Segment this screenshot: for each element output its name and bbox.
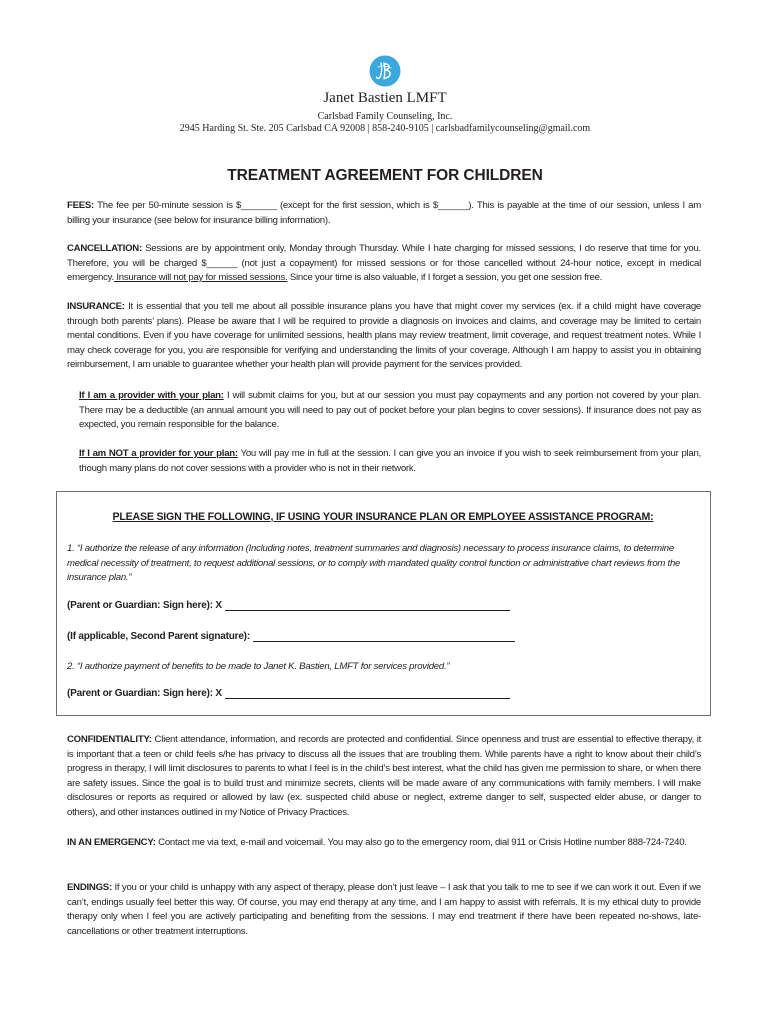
- fees-label: FEES:: [67, 200, 95, 211]
- signature-label-2: (If applicable, Second Parent signature):: [67, 631, 250, 642]
- cancellation-text-after: Since your time is also valuable, if I forget a session, you get one session free.: [287, 272, 603, 284]
- provider-section: [67, 389, 701, 433]
- not-provider-label: If I am NOT a provider for your plan:: [79, 448, 238, 459]
- signature-line-3[interactable]: [225, 687, 510, 699]
- practitioner-name: Janet Bastien LMFT: [323, 90, 447, 106]
- cancellation-section: [67, 242, 701, 286]
- emergency-section: [67, 836, 701, 851]
- emergency-label: IN AN EMERGENCY:: [67, 837, 156, 848]
- signature-line-2[interactable]: [253, 630, 515, 642]
- signature-box-heading: PLEASE SIGN THE FOLLOWING, IF USING YOUR INSURANCE PLAN OR EMPLOYEE ASSISTANCE PROGRAM:: [112, 511, 654, 523]
- signature-label-1: (Parent or Guardian: Sign here): X: [67, 600, 222, 611]
- confidentiality-text: Client attendance, information, and records are protected and confidential. Since openness and trust are essential to effective therapy, it is important that a teen or child feels s/he has privacy to discuss all the issues that are troubling them. While parents have a right to know about their child’s progress in therapy, I will limit disclosures to parents to what I feel is in the child’s best interest, what the child has given me permission to share, or when there are safety issues. Since the goal is to build trust and minimize secrets, clients will be made aware of any communications with family members. I will make disclosures or reports as required or allowed by law (ex. suspected child abuse or neglect, extreme danger to self, suspected elder abuse, or danger to others), and other instances outlined in my Notice of Privacy Practices.: [67, 734, 701, 818]
- endings-label: ENDINGS:: [67, 882, 112, 893]
- endings-section: [67, 881, 701, 939]
- confidentiality-section: [67, 733, 701, 821]
- signature-label-3: (Parent or Guardian: Sign here): X: [67, 688, 222, 699]
- signature-box: [56, 491, 711, 716]
- not-provider-section: [67, 447, 701, 476]
- cancellation-text: Sessions are by appointment only, Monday through Thursday. While I hate charging for missed sessions, I do reserve that time for you. Therefore, you will be charged $______ (not just a copayment) for missed sessions or for those cancelled without 24-hour notice, except in medical emergency.: [67, 243, 701, 284]
- provider-text: I will submit claims for you, but at our session you must pay copayments and any portion not covered by your plan. There may be a deductible (an annual amount you will need to pay out of pocket before your plan begins to cover sessions). If insurance does not pay as expected, you remain responsible for the balance.: [79, 390, 701, 431]
- insurance-text: It is essential that you tell me about all possible insurance plans you have that might cover my services (ex. if a child might have coverage through both parents’ plans). Please be aware that I will be required to provide a diagnosis on invoices and claims, and coverage may be limited to certain mental conditions. Even if you have coverage for unlimited sessions, health plans may review treatment, limit coverage, and request treatment notes. While I may check coverage for you, you are responsible for verifying and understanding the limits of your coverage. Although I am happy to assist you in obtaining reimbursement, I am unable to guarantee whether your health plan will provide payment for the services provided.: [67, 301, 701, 371]
- company-name: Carlsbad Family Counseling, Inc.: [317, 111, 453, 122]
- contact-address: 2945 Harding St. Ste. 205 Carlsbad CA 92008 | 858-240-9105 | carlsbadfamilycounseling@gmail.com: [179, 123, 591, 134]
- signature-row-1: [67, 599, 510, 611]
- signature-line-1[interactable]: [225, 599, 510, 611]
- authorization-statement-1: 1. “I authorize the release of any information (Including notes, treatment summaries and diagnosis) necessary to process insurance claims, to determine medical necessity of treatment, to request additional sessions, or to comply with mandated quality control function or administrative chart reviews from the insurance plan.”: [67, 543, 681, 584]
- fees-text: The fee per 50-minute session is $_______ (except for the first session, which is $______). This is payable at the time of our session, unless I am billing your insurance (see below for insurance billing information).: [67, 200, 701, 226]
- emergency-text: Contact me via text, e-mail and voicemail. You may also go to the emergency room, dial 911 or Crisis Hotline number 888-724-7240.: [155, 837, 687, 848]
- authorization-statement-2: 2. “I authorize payment of benefits to be made to Janet K. Bastien, LMFT for services provided.”: [67, 661, 450, 672]
- not-provider-text: You will pay me in full at the session. I can give you an invoice if you wish to seek reimbursement from your plan, though many plans do not cover sessions with a provider who is not in their network.: [79, 448, 701, 474]
- signature-row-2: [67, 630, 515, 642]
- fees-section: [67, 199, 701, 228]
- insurance-label: INSURANCE:: [67, 301, 125, 312]
- provider-label: If I am a provider with your plan:: [79, 390, 224, 401]
- cancellation-label: CANCELLATION:: [67, 243, 142, 254]
- insurance-section: [67, 300, 701, 373]
- cancellation-insurance-note: Insurance will not pay for missed sessions.: [113, 272, 288, 284]
- document-title: TREATMENT AGREEMENT FOR CHILDREN: [227, 167, 543, 184]
- endings-text: If you or your child is unhappy with any aspect of therapy, please don’t just leave – I ask that you talk to me to see if we can work it out. Even if we can’t, endings usually feel better this way. Of course, you may end therapy at any time, and I am happy to assist with referrals. It is my ethical duty to provide therapy only when I feel you are actively participating and benefiting from the sessions. I may end treatment if there have been repeated no-shows, late-cancellations or other treatment interruptions.: [67, 882, 701, 937]
- jb-logo-icon: [369, 55, 401, 87]
- confidentiality-label: CONFIDENTIALITY:: [67, 734, 152, 745]
- signature-row-3: [67, 687, 510, 699]
